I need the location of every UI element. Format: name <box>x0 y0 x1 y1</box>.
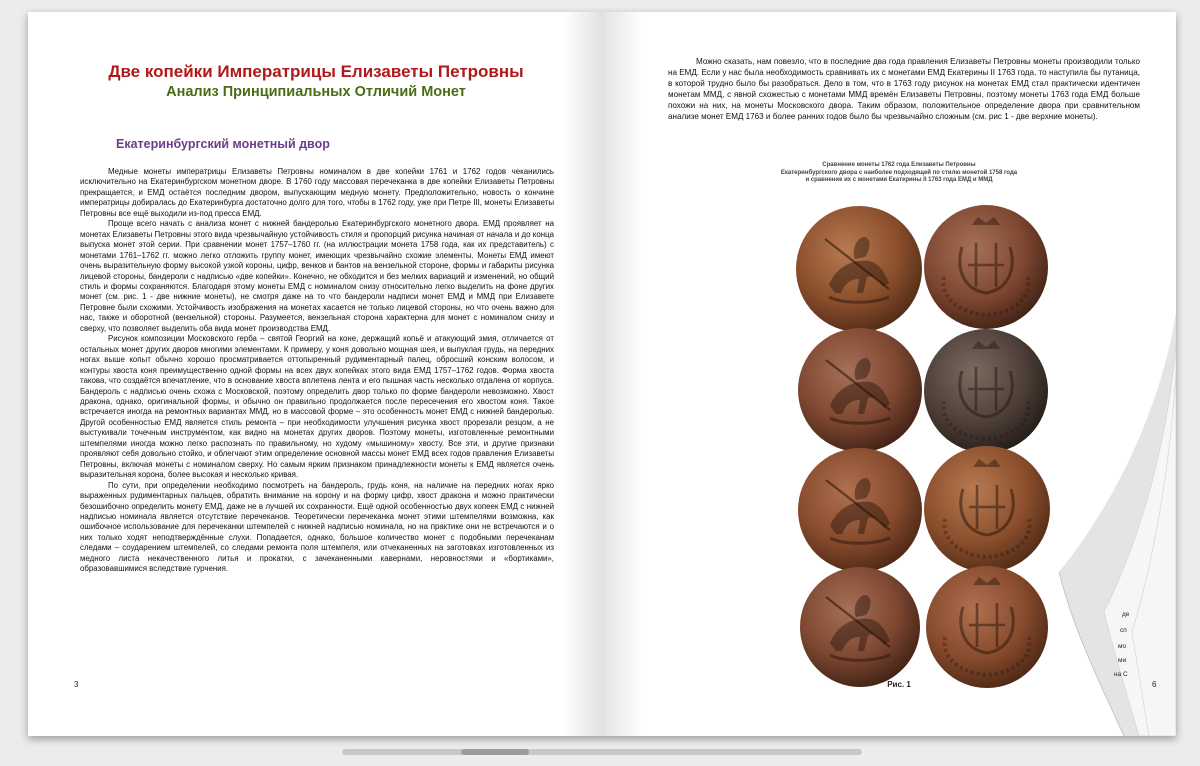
article-title: Две копейки Императрицы Елизаветы Петровны <box>108 62 524 81</box>
book-spread <box>28 12 1176 736</box>
left-page-number: 3 <box>74 680 79 689</box>
curl-text-5: на С <box>1114 671 1128 678</box>
paragraph-4: По сути, при определении необходимо посмотреть на бандероль, грудь коня, на наличие на передних ногах ярко выраженных рудиментарных пальцев, обратить внимание на корону и на форму цифр, хвост дракона и можно практически безошибочно определить монету ЕМД, даже не в лучшей их сохранности. Ещё одной особенностью двух копеек ЕМД с нижней надписью номинала является отсутствие перечеканов. Теоретически перечеканка монет этими штемпелями возможна, как ошибочное использование для перечеканки штемпелей с нижней надписью номинала, но на практике они не встречаются и о них только ходят неподтверждённые слухи. Попадается, однако, большое количество монет с подобными перечеканам следами – соударением штемпелей, со следами ремонта поля штемпеля, или отчеканенных на заготовках изготовленных из медного листа некачественного литья и прокатки, с зачеканенными кавернами, неровностями и «бортиками», образовавшимися вследствие гурчения. <box>80 480 554 574</box>
horizontal-scrollbar-track[interactable] <box>342 749 862 755</box>
right-page <box>604 12 1176 736</box>
curl-text-4: ми <box>1118 657 1127 664</box>
left-body-text <box>80 167 554 575</box>
curl-text-3: мо <box>1118 643 1127 650</box>
figure-caption-line-2: Екатеринбургского двора с наиболее подходящей по стилю монетой 1758 года <box>780 169 1018 176</box>
curl-text-1: де <box>1122 611 1130 618</box>
section-heading: Екатеринбургский монетный двор <box>116 137 330 151</box>
curl-text-2: сп <box>1120 627 1127 634</box>
figure-caption-line-3: и сравнение их с монетами Екатерины II 1763 года ЕМД и ММД <box>805 177 993 183</box>
paragraph-1: Медные монеты императрицы Елизаветы Петровны номиналом в две копейки 1761 и 1762 годов чеканились исключительно на Екатеринбургском монетном дворе. В 1760 году массовая перечеканка в две копейки Елизаветы Петровны прекращается, и ЕМД остаётся последним двором, выпускающим медную монету. Предположительно, новость о кончине императрицы добиралась до Екатеринбурга достаточно долго для того, чтобы в 1762 году, уже при Петре III, монеты Елизаветы Петровны все ещё выходили из-под пресса ЕМД. <box>80 167 554 218</box>
figure-caption-line-1: Сравнение монеты 1762 года Елизаветы Петровны <box>822 162 976 168</box>
left-page <box>28 12 604 736</box>
horizontal-scrollbar-thumb[interactable] <box>461 749 529 755</box>
article-subtitle: Анализ Принципиальных Отличий Монет <box>166 84 466 100</box>
paragraph-3: Рисунок композиции Московского герба – святой Георгий на коне, держащий копьё и атакующий змия, отличается от остальных монет других дворов многими элементами. К примеру, у коня довольно мощная шея, и выпуклая грудь, на передних ногах выше копыт обычно хорошо просматривается оттопыренный рудиментарный палец, обросший конским волосом, и контуры хвоста коня преимущественно одной формы на всех двух копейках этого вида ЕМД 1757–1762 годов. Форма хвоста такова, что создаётся впечатление, что в основание хвоста вплетена лента и его пышная часть несколько отдалена от корпуса. Бандероль с надписью очень схожа с Московской, поэтому определить двор только по форме бандероли невозможно. Хвост дракона, однако, оригинальной формы, и обычно он правильно продолжается после пересечения его хвостом коня. Такое встречается иногда на ремонтных вариантах ММД, но в массовой форме – это особенность монет ЕМД с нижней бандеролью. Другой особенностью ЕМД является стиль ремонта – при необходимости улучшения рисунка хвост прорезали резцом, а не выстукивали точечным инструментом, как видно на монетах других дворов. Поэтому монеты, изготовленные ремонтными штемпелями иногда можно легко распознать по правильному, но худому «мышиному» хвосту. Все эти, и другие признаки проявляют себя довольно стойко, и облегчают этим определение основной массы монет ЕМД всех годов правления Елизаветы Петровны, включая монеты с номиналом сверху. Но самым ярким признаком принадлежности монеты к ЕМД является очень выразительная корона, более высокая и несколько кривая. <box>80 334 554 480</box>
page-curl[interactable] <box>604 12 1176 736</box>
left-gutter-shadow <box>564 12 604 736</box>
next-page-number: 6 <box>1152 680 1157 689</box>
paragraph-2: Проще всего начать с анализа монет с нижней бандеролью Екатеринбургского монетного двора. ЕМД проявляет на монетах Елизаветы Петровны этого вида чрезвычайную устойчивость стиля и пропорций рисунка начиная от начала и до конца выпуска монет этой серии. При сравнении монет 1757–1760 гг. (на иллюстрации монета 1758 года, как их представитель) с монетами 1761–1762 гг. можно легко отложить группу монет, имеющих чрезвычайно схожие элементы. Монеты ЕМД имеют очень выразительную форму высокой узкой короны, цифр, венков и бантов на вензельной стороне, формы и габариты рисунка лицевой стороны, бандероли с надписью «две копейки». Конечно, не обходится и без мелких вариаций и изменений, но общий стиль и формы сохраняются. Благодаря этому монеты ЕМД с номиналом снизу относительно легко выделить на фоне других монет (см. рис. 1 - две нижние монеты), не смотря даже на то что бандероли надписи монет ЕМД и ММД при Елизавете Петровне были схожими. Устойчивость изображения на монетах касается не только лицевой стороны, но что очень важно для нас, также и оборотной (вензельной) стороны. Разумеется, вензельная сторона характерна для монет с номиналом снизу и сверху, что позволяет выделить оба вида монет производства ЕМД. <box>80 219 554 333</box>
right-paragraph: Можно сказать, нам повезло, что в последние два года правления Елизаветы Петровны монеты производили только на ЕМД. Если у нас была необходимость сравнивать их с монетами ЕМД Екатерины II 1763 года, то наступила бы путаница, в которой трудно было бы разобраться. Дело в том, что в 1763 году рисунок на монетах ЕМД стал практически идентичен монетам ММД, с явной схожестью с монетами ММД времён Елизаветы Петровны, поэтому монеты 1763 года ЕМД больше похожи на них, на монеты Московского двора. Таким образом, положительное определение двора при сравнительном анализе монет ЕМД 1763 и более ранних годов было бы чрезвычайно сложным (см. рис 1 - две верхние монеты). <box>668 57 1140 121</box>
figure-label: Рис. 1 <box>887 680 911 689</box>
